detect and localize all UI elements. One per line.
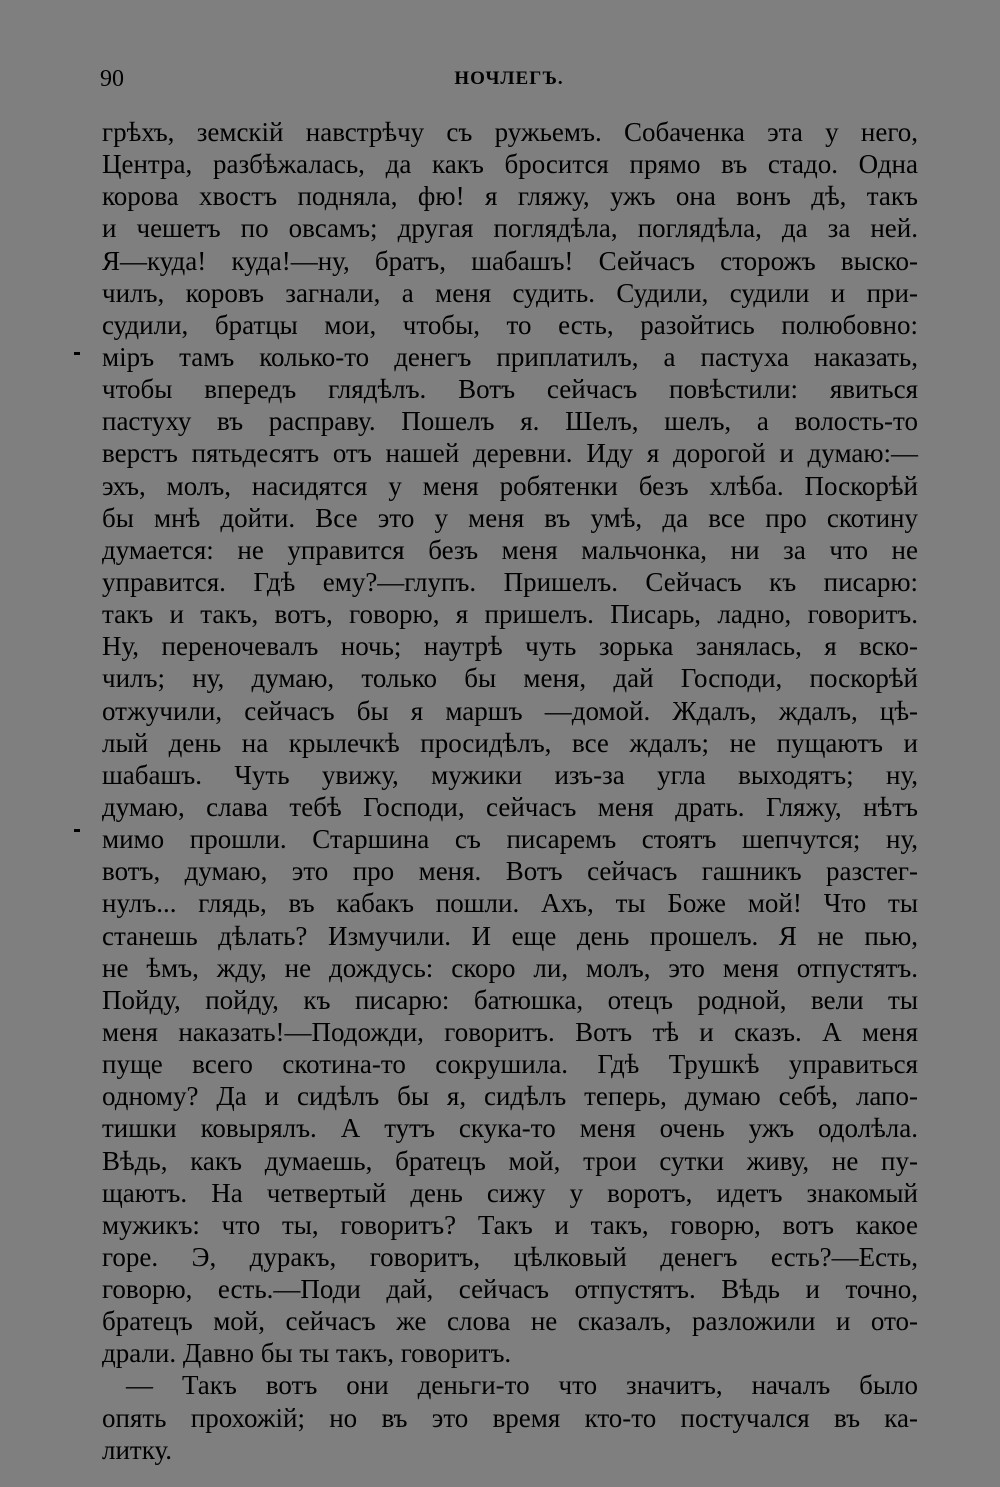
page-header [100, 66, 918, 100]
text-line: Я—куда! куда!—ну, братъ, шабашъ! Сейчасъ сторожъ выско- [102, 245, 918, 276]
text-line: пуще всего скотина-то сокрушила. Гдѣ Трушкѣ управиться [102, 1049, 918, 1080]
running-title: НОЧЛЕГЪ. [454, 68, 564, 89]
text-line: грѣхъ, земскій навстрѣчу съ ружьемъ. Собаченка эта у него, [102, 117, 918, 147]
text-line: горе. Э, дуракъ, говоритъ, цѣлковый денегъ есть?—Есть, [102, 1241, 918, 1272]
text-line: Центра, разбѣжалась, да какъ бросится прямо въ стадо. Одна [102, 149, 918, 180]
text-line: корова хвостъ подняла, фю! я гляжу, ужъ она вонъ дѣ, такъ [102, 181, 918, 212]
text-line: тишки ковырялъ. А тутъ скука-то меня очень ужъ одолѣла. [102, 1113, 918, 1144]
margin-mark [74, 352, 80, 355]
text-line: опять прохожій; но въ это время кто-то постучался въ ка- [102, 1402, 918, 1433]
margin-mark [74, 829, 80, 832]
text-line: братецъ мой, сейчасъ же слова не сказалъ, разложили и ото- [102, 1306, 918, 1337]
text-line: литку. [102, 1434, 173, 1465]
text-line: говорю, есть.—Поди дай, сейчасъ отпустятъ. Вѣдь и точно, [102, 1274, 918, 1305]
text-line: Ну, переночевалъ ночь; наутрѣ чуть зорька занялась, я вско- [102, 631, 918, 662]
text-line: думаю, слава тебѣ Господи, сейчасъ меня драть. Гляжу, нѣтъ [102, 791, 918, 822]
text-line: и чешетъ по овсамъ; другая поглядѣла, поглядѣла, да за ней. [102, 213, 918, 244]
text-line: судили, братцы мои, чтобы, то есть, разойтись полюбовно: [102, 309, 918, 340]
text-line: пастуху въ расправу. Пошелъ я. Шелъ, шелъ, а волость-то [102, 406, 918, 437]
text-line: шабашъ. Чуть увижу, мужики изъ-за угла выходятъ; ну, [102, 759, 918, 790]
text-line: чтобы впередъ глядѣлъ. Вотъ сейчасъ повѣстили: явиться [102, 374, 918, 405]
text-line: драли. Давно бы ты такъ, говоритъ. [102, 1338, 512, 1369]
text-line: думается: не управится безъ меня мальчонка, ни за что не [102, 534, 918, 565]
text-line: одному? Да и сидѣлъ бы я, сидѣлъ теперь, думаю себѣ, лапо- [102, 1081, 918, 1112]
text-line: эхъ, молъ, насидятся у меня робятенки безъ хлѣба. Поскорѣй [102, 470, 918, 501]
text-line: чилъ; ну, думаю, только бы меня, дай Господи, поскорѣй [102, 663, 918, 694]
page-number: 90 [100, 66, 124, 92]
text-line: не ѣмъ, жду, не дождусь: скоро ли, молъ, это меня отпустятъ. [102, 952, 918, 983]
text-line: щаютъ. На четвертый день сижу у воротъ, идетъ знакомый [102, 1177, 918, 1208]
text-line: лый день на крылечкѣ просидѣлъ, все ждалъ; не пущаютъ и [102, 727, 918, 758]
text-line: Вѣдь, какъ думаешь, братецъ мой, трои сутки живу, не пу- [102, 1145, 918, 1176]
text-line: чилъ, коровъ загнали, а меня судить. Судили, судили и при- [102, 277, 918, 308]
text-line: нулъ... глядь, въ кабакъ пошли. Ахъ, ты Боже мой! Что ты [102, 888, 918, 919]
text-line: меня наказать!—Подожди, говоритъ. Вотъ тѣ и сказъ. А меня [102, 1016, 918, 1047]
text-line: такъ и такъ, вотъ, говорю, я пришелъ. Писарь, ладно, говоритъ. [102, 599, 918, 630]
text-line: станешь дѣлать? Измучили. И еще день прошелъ. Я не пью, [102, 920, 918, 951]
body-text [102, 116, 918, 1466]
text-line: бы мнѣ дойти. Все это у меня въ умѣ, да все про скотину [102, 502, 918, 533]
text-line: мимо прошли. Старшина съ писаремъ стоятъ шепчутся; ну, [102, 824, 918, 855]
text-line: верстъ пятьдесятъ отъ нашей деревни. Иду я дорогой и думаю:— [102, 438, 918, 469]
text-line: Пойду, пойду, къ писарю: батюшка, отецъ родной, вели ты [102, 984, 918, 1015]
text-line: міръ тамъ колько-то денегъ приплатилъ, а пастуха наказать, [102, 341, 918, 372]
text-line: — Такъ вотъ они деньги-то что значитъ, началъ было [126, 1370, 918, 1401]
text-line: отжучили, сейчасъ бы я маршъ —домой. Ждалъ, ждалъ, цѣ- [102, 695, 918, 726]
text-line: управится. Гдѣ ему?—глупъ. Пришелъ. Сейчасъ къ писарю: [102, 566, 918, 597]
text-line: мужикъ: что ты, говоритъ? Такъ и такъ, говорю, вотъ какое [102, 1209, 918, 1240]
text-line: вотъ, думаю, это про меня. Вотъ сейчасъ гашникъ разстег- [102, 856, 918, 887]
